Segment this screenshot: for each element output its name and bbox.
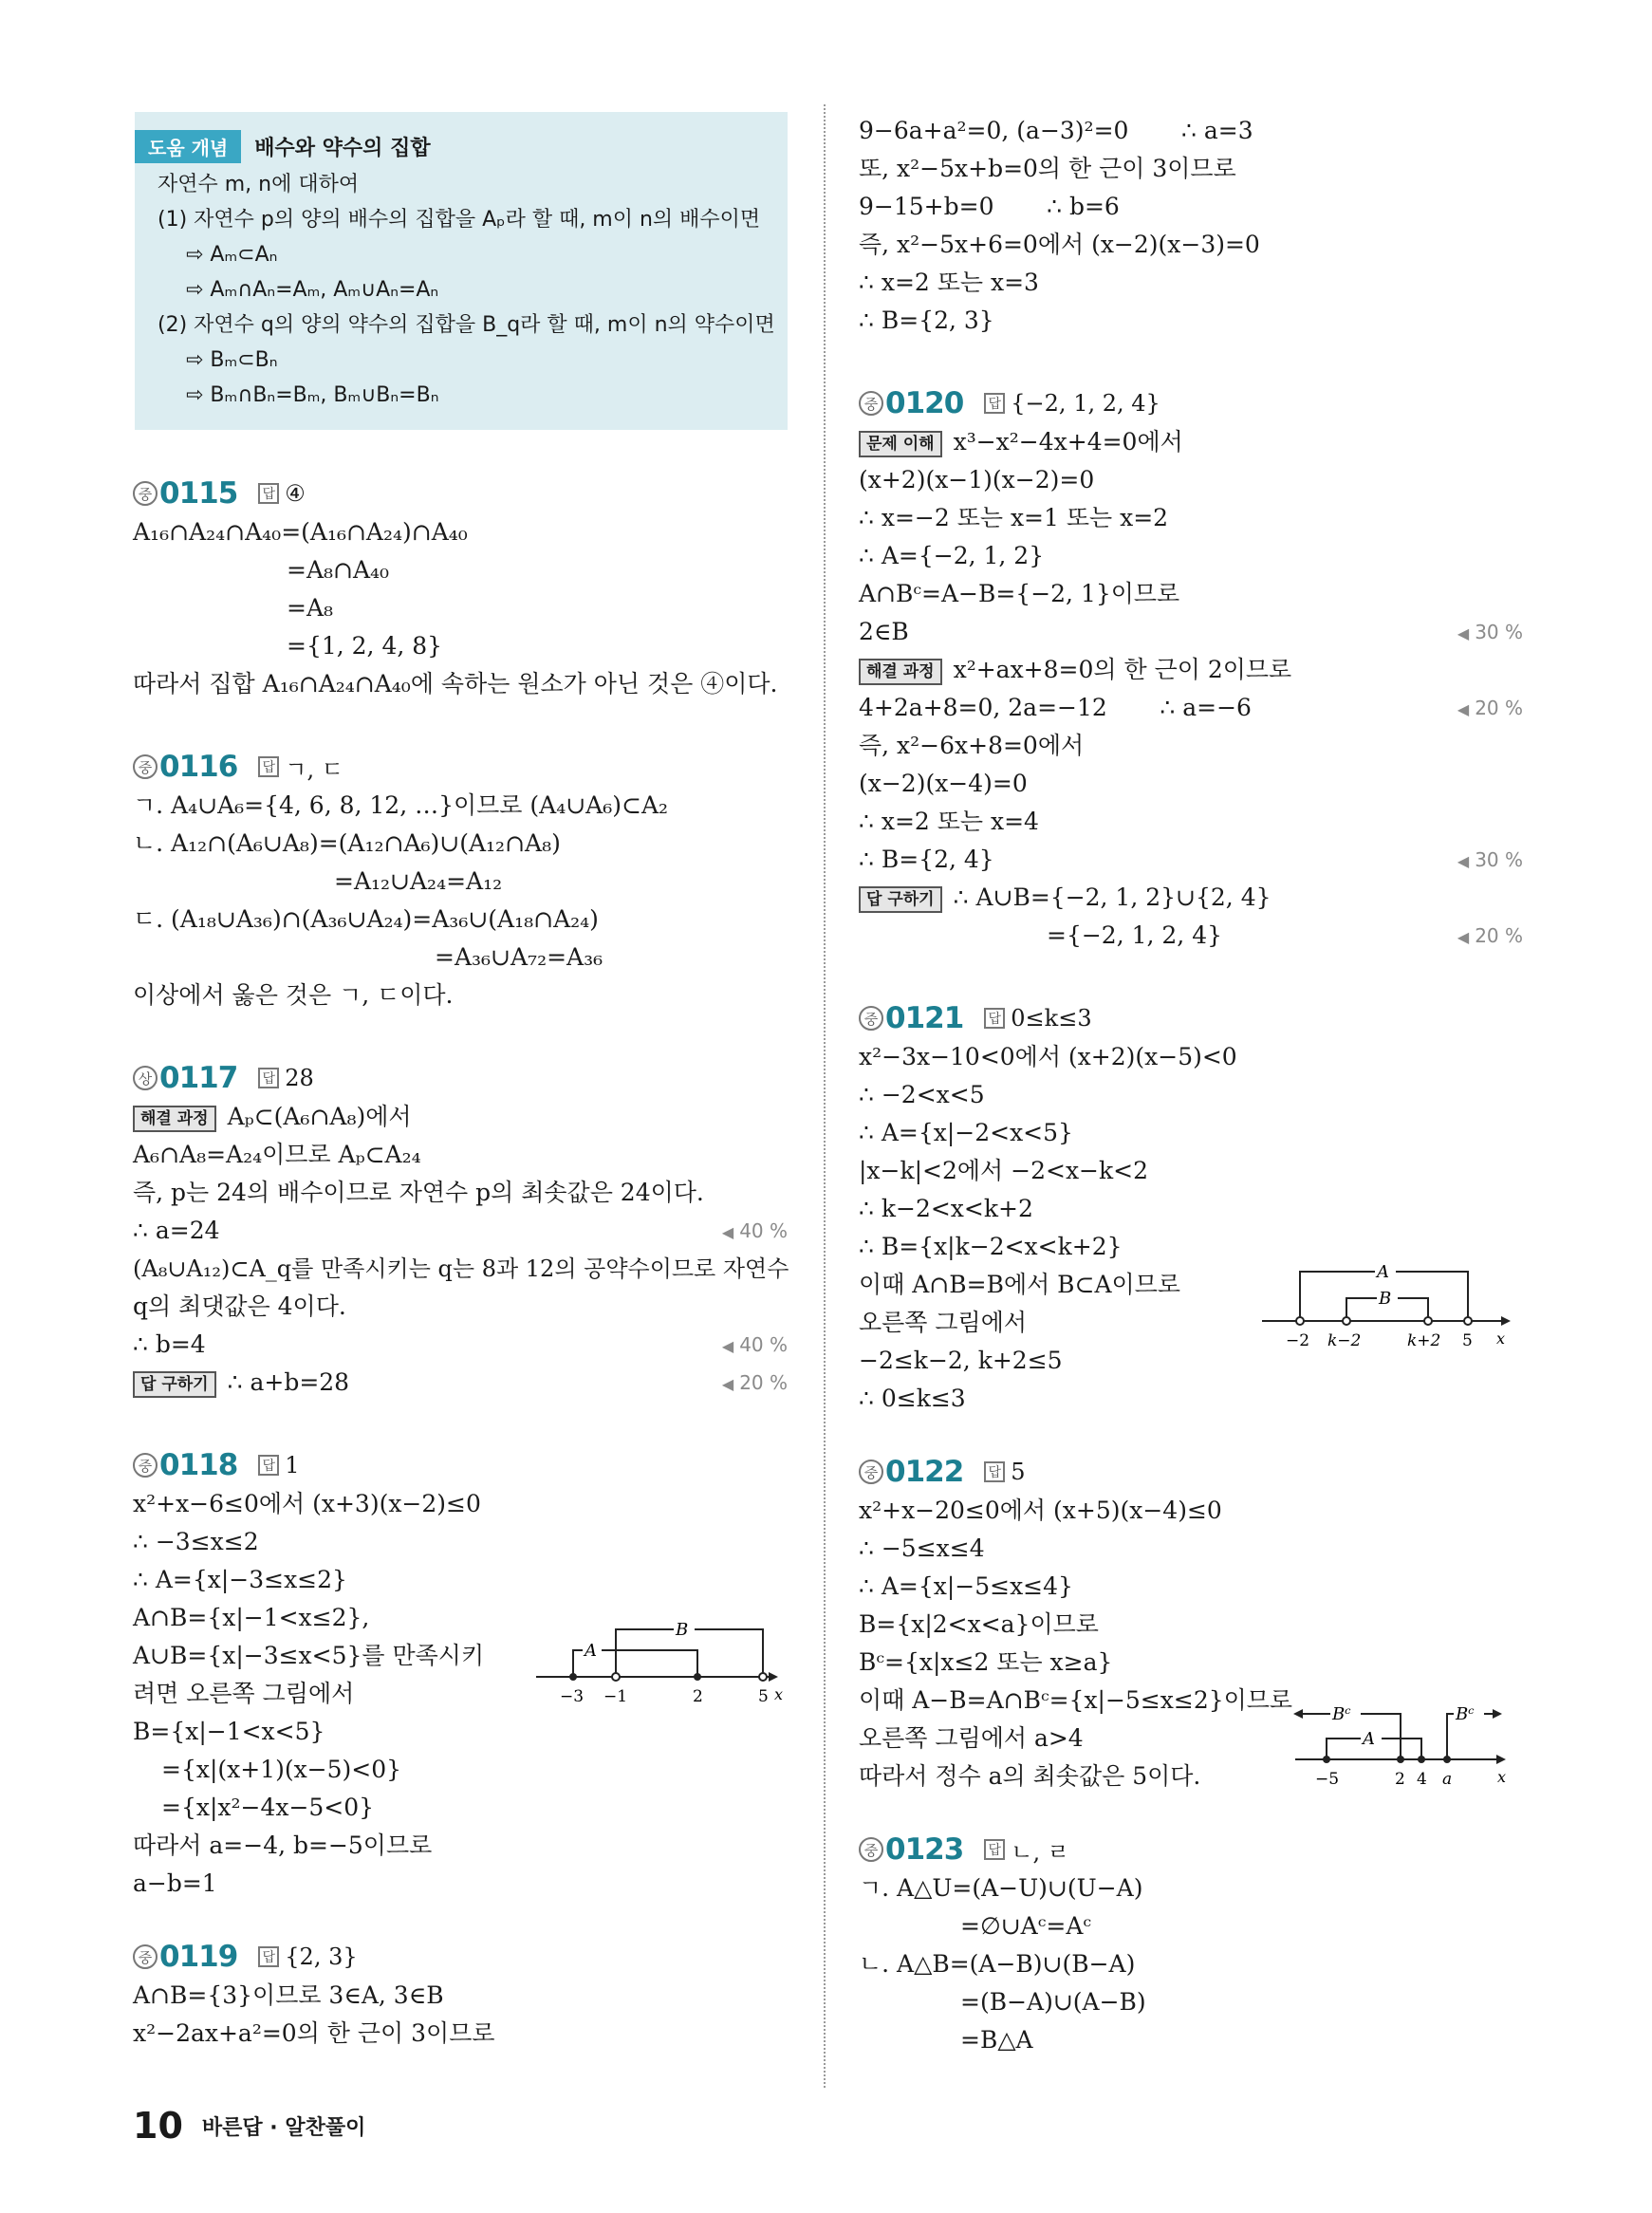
answer-label: 답: [258, 483, 279, 504]
solution-line: ={−2, 1, 2, 4} ◀ 20 %: [859, 917, 1523, 955]
solution-line: 오른쪽 그림에서 a>4: [859, 1724, 1084, 1752]
solution-line: ㄱ. A₄∪A₆={4, 6, 8, 12, …}이므로 (A₄∪A₆)⊂A₂: [133, 791, 669, 819]
solution-line: 따라서 집합 A₁₆∩A₂₄∩A₄₀에 속하는 원소가 아닌 것은 ④이다.: [133, 670, 778, 697]
solution-line: 해결 과정 Aₚ⊂(A₆∩A₈)에서: [133, 1098, 788, 1136]
solution-line: a−b=1: [133, 1869, 217, 1897]
solution-line: ∴ a=24 ◀ 40 %: [133, 1212, 788, 1250]
problem-header-0119: [133, 1937, 788, 1977]
left-column: [133, 112, 788, 2053]
score-percent: ◀ 20 %: [721, 1371, 788, 1394]
concept-box: [135, 112, 788, 430]
level-badge: 중: [133, 754, 158, 779]
score-percent: ◀ 40 %: [721, 1219, 788, 1242]
problem-number: 0115: [159, 476, 238, 511]
solution-line: ∴ B={2, 3}: [859, 307, 994, 334]
solution-line: =A₁₂∪A₂₄=A₁₂: [334, 867, 503, 895]
solution-line: 이때 A∩B=B에서 B⊂A이므로: [859, 1271, 1181, 1298]
answer-label: 답: [258, 1946, 279, 1967]
tick-label: k−2: [1327, 1331, 1362, 1350]
solution-line: =B△A: [960, 2026, 1033, 2054]
concept-line: (2) 자연수 q의 양의 약수의 집합을 B_q라 할 때, m이 n의 약수이면: [158, 313, 775, 337]
tick-label: 2: [693, 1687, 703, 1706]
solution-line: 려면 오른쪽 그림에서: [133, 1680, 355, 1707]
problem-header-0120: [859, 383, 1523, 423]
axis-label: x: [774, 1685, 784, 1703]
solution-line: ∴ b=4 ◀ 40 %: [133, 1326, 788, 1364]
solution-line: (A₈∪A₁₂)⊂A_q를 만족시키는 q는 8과 12의 공약수이므로 자연수: [133, 1255, 789, 1282]
solution-line: 따라서 a=−4, b=−5이므로: [133, 1832, 433, 1859]
concept-line: 자연수 m, n에 대하여: [158, 173, 360, 196]
solution-line: (x−2)(x−4)=0: [859, 770, 1028, 797]
answer-label: 답: [258, 756, 279, 777]
problem-header-0115: [133, 474, 788, 513]
solution-line: −2≤k−2, k+2≤5: [859, 1347, 1063, 1374]
number-line-figure-0122: [1290, 1701, 1523, 1795]
solution-line: 2∈B ◀ 30 %: [859, 613, 1523, 651]
book-title: 바른답 · 알찬풀이: [201, 2115, 366, 2140]
tick-label: −2: [1286, 1331, 1310, 1350]
solution-line: ㄱ. A△U=(A−U)∪(U−A): [859, 1874, 1143, 1902]
solution-line: 따라서 정수 a의 최솟값은 5이다.: [859, 1762, 1201, 1790]
tick-label: k+2: [1407, 1331, 1441, 1350]
solution-line: q의 최댓값은 4이다.: [133, 1292, 346, 1320]
solution-line: 즉, x²−5x+6=0에서 (x−2)(x−3)=0: [859, 231, 1260, 258]
solution-line: ∴ −5≤x≤4: [859, 1534, 985, 1562]
problem-header-0118: [133, 1445, 788, 1485]
score-percent: ◀ 30 %: [1457, 621, 1523, 643]
score-percent: ◀ 20 %: [1457, 697, 1523, 719]
solution-line: ∴ −2<x<5: [859, 1081, 985, 1108]
solution-line: x²+x−20≤0에서 (x+5)(x−4)≤0: [859, 1497, 1222, 1524]
solution-line: ㄷ. (A₁₈∪A₃₆)∩(A₃₆∪A₂₄)=A₃₆∪(A₁₈∩A₂₄): [133, 905, 599, 933]
solution-line: ∴ B={2, 4} ◀ 30 %: [859, 841, 1523, 879]
answer-label: 답: [984, 1461, 1005, 1482]
concept-line: ⇨ Bₘ⊂Bₙ: [186, 348, 278, 372]
page-footer: [133, 2105, 365, 2147]
solution-line: A∩B={3}이므로 3∈A, 3∈B: [133, 1981, 444, 2009]
solution-line: 4+2a+8=0, 2a=−12 ∴ a=−6 ◀ 20 %: [859, 689, 1523, 727]
level-badge: 중: [133, 1944, 158, 1969]
answer-value: 0≤k≤3: [1011, 1005, 1092, 1032]
solution-line: ∴ B={x|k−2<x<k+2}: [859, 1233, 1123, 1260]
concept-line: ⇨ Aₘ∩Aₙ=Aₘ, Aₘ∪Aₙ=Aₙ: [186, 278, 439, 302]
solution-line: B={x|−1<x<5}: [133, 1718, 325, 1745]
set-label-b: B: [676, 1620, 689, 1640]
right-column: [859, 112, 1523, 2059]
solution-line: =(B−A)∪(A−B): [960, 1988, 1146, 2016]
solution-line: B={x|2<x<a}이므로: [859, 1610, 1099, 1638]
problem-header-0122: [859, 1452, 1523, 1492]
step-tag: 해결 과정: [859, 659, 942, 685]
answer-value: 1: [285, 1452, 300, 1478]
answer-value: ㄴ, ㄹ: [1011, 1838, 1069, 1866]
solution-line: =A₃₆∪A₇₂=A₃₆: [435, 943, 603, 971]
solution-line: 즉, p는 24의 배수이므로 자연수 p의 최솟값은 24이다.: [133, 1179, 704, 1206]
solution-line: 이상에서 옳은 것은 ㄱ, ㄷ이다.: [133, 981, 454, 1009]
number-line-figure-0121: [1257, 1262, 1518, 1357]
problem-number: 0121: [885, 1001, 964, 1035]
page-number: 10: [133, 2105, 183, 2147]
set-label-b: B: [1379, 1289, 1392, 1309]
score-percent: ◀ 40 %: [721, 1333, 788, 1356]
solution-line: ∴ −3≤x≤2: [133, 1528, 259, 1555]
solution-line: ∴ x=2 또는 x=3: [859, 269, 1039, 296]
solution-line: 답 구하기 ∴ A∪B={−2, 1, 2}∪{2, 4}: [859, 879, 1523, 917]
problem-number: 0119: [159, 1940, 238, 1974]
step-tag: 문제 이해: [859, 431, 942, 457]
solution-line: ∴ A={x|−5≤x≤4}: [859, 1572, 1073, 1600]
concept-line: ⇨ Bₘ∩Bₙ=Bₘ, Bₘ∪Bₙ=Bₙ: [186, 383, 439, 407]
solution-line: A∩Bᶜ=A−B={−2, 1}이므로: [859, 580, 1180, 607]
set-label-a: A: [585, 1641, 597, 1661]
answer-label: 답: [984, 1839, 1005, 1860]
problem-header-0123: [859, 1830, 1523, 1869]
problem-number: 0117: [159, 1061, 238, 1095]
concept-title: 배수와 약수의 집합: [254, 136, 431, 160]
solution-line: ∴ x=2 또는 x=4: [859, 808, 1039, 835]
problem-number: 0123: [885, 1832, 964, 1867]
solution-line: =A₈∩A₄₀: [287, 556, 390, 584]
answer-label: 답: [258, 1068, 279, 1088]
tick-label: 5: [1462, 1331, 1473, 1350]
tick-label: −5: [1315, 1770, 1340, 1789]
column-divider: [824, 104, 826, 2088]
answer-label: 답: [984, 1008, 1005, 1029]
step-tag: 해결 과정: [133, 1106, 216, 1132]
answer-value: ④: [285, 480, 306, 507]
solution-line: 또, x²−5x+b=0의 한 근이 3이므로: [859, 155, 1236, 182]
set-label-bc: Bᶜ: [1332, 1704, 1351, 1724]
set-label-a: A: [1363, 1729, 1375, 1749]
solution-line: ∴ A={x|−2<x<5}: [859, 1119, 1073, 1146]
solution-line: =∅∪Aᶜ=Aᶜ: [960, 1912, 1092, 1940]
solution-line: ={x|(x+1)(x−5)<0}: [161, 1756, 402, 1783]
solution-line: A∪B={x|−3≤x<5}를 만족시키: [133, 1642, 485, 1669]
solution-line: 즉, x²−6x+8=0에서: [859, 732, 1085, 759]
level-badge: 중: [859, 1460, 883, 1484]
solution-line: =A₈: [287, 594, 334, 622]
solution-line: ∴ k−2<x<k+2: [859, 1195, 1033, 1222]
problem-header-0116: [133, 747, 788, 787]
score-percent: ◀ 30 %: [1457, 848, 1523, 871]
solution-line: 해결 과정 x²+ax+8=0의 한 근이 2이므로: [859, 651, 1523, 689]
answer-value: 28: [285, 1065, 314, 1091]
solution-line: A∩B={x|−1<x≤2},: [133, 1604, 370, 1631]
solution-line: 문제 이해 x³−x²−4x+4=0에서: [859, 423, 1523, 461]
axis-label: x: [1496, 1330, 1506, 1348]
step-tag: 답 구하기: [859, 886, 942, 913]
solution-line: 이때 A−B=A∩Bᶜ={x|−5≤x≤2}이므로: [859, 1686, 1293, 1714]
solution-line: |x−k|<2에서 −2<x−k<2: [859, 1157, 1148, 1184]
solution-line: x²−2ax+a²=0의 한 근이 3이므로: [133, 2019, 495, 2047]
solution-line: (x+2)(x−1)(x−2)=0: [859, 466, 1095, 493]
set-label-bc: Bᶜ: [1456, 1704, 1475, 1724]
problem-number: 0122: [885, 1455, 964, 1489]
level-badge: 중: [859, 391, 883, 416]
answer-label: 답: [984, 393, 1005, 414]
tick-label: −3: [560, 1687, 585, 1706]
solution-line: ∴ A={x|−3≤x≤2}: [133, 1566, 347, 1593]
axis-label: x: [1497, 1768, 1507, 1786]
answer-value: 5: [1011, 1459, 1026, 1485]
solution-line: ∴ 0≤k≤3: [859, 1385, 966, 1412]
tick-label: 4: [1417, 1770, 1427, 1789]
number-line-figure-0118: [531, 1618, 788, 1713]
solution-line: 9−6a+a²=0, (a−3)²=0 ∴ a=3: [859, 117, 1253, 144]
concept-line: (1) 자연수 p의 양의 배수의 집합을 Aₚ라 할 때, m이 n의 배수이면: [158, 208, 761, 232]
problem-header-0121: [859, 998, 1523, 1038]
solution-line: ={x|x²−4x−5<0}: [161, 1794, 375, 1821]
solution-line: A₁₆∩A₂₄∩A₄₀=(A₁₆∩A₂₄)∩A₄₀: [133, 518, 468, 546]
tick-label: 5: [758, 1687, 769, 1706]
solution-line: ={1, 2, 4, 8}: [287, 632, 443, 660]
solution-line: 9−15+b=0 ∴ b=6: [859, 193, 1120, 220]
answer-value: ㄱ, ㄷ: [285, 755, 343, 783]
solution-line: x²−3x−10<0에서 (x+2)(x−5)<0: [859, 1043, 1237, 1070]
solution-line: A₆∩A₈=A₂₄이므로 Aₚ⊂A₂₄: [133, 1141, 421, 1168]
concept-badge: 도움 개념: [135, 130, 241, 163]
tick-label: 2: [1395, 1770, 1405, 1789]
solution-line: ㄴ. A₁₂∩(A₆∪A₈)=(A₁₂∩A₆)∪(A₁₂∩A₈): [133, 829, 561, 857]
solution-line: 답 구하기 ∴ a+b=28 ◀ 20 %: [133, 1364, 788, 1402]
answer-value: {−2, 1, 2, 4}: [1011, 390, 1160, 417]
concept-line: ⇨ Aₘ⊂Aₙ: [186, 243, 278, 267]
problem-number: 0116: [159, 750, 238, 784]
problem-number: 0118: [159, 1448, 238, 1482]
level-badge: 중: [859, 1837, 883, 1862]
solution-line: ㄴ. A△B=(A−B)∪(B−A): [859, 1950, 1136, 1978]
answer-label: 답: [258, 1455, 279, 1476]
solution-line: ∴ A={−2, 1, 2}: [859, 542, 1045, 569]
solution-line: 오른쪽 그림에서: [859, 1309, 1027, 1336]
tick-label: a: [1442, 1770, 1453, 1789]
level-badge: 중: [859, 1006, 883, 1031]
answer-value: {2, 3}: [285, 1943, 358, 1970]
step-tag: 답 구하기: [133, 1371, 216, 1398]
tick-label: −1: [603, 1687, 628, 1706]
level-badge: 상: [133, 1066, 158, 1090]
score-percent: ◀ 20 %: [1457, 924, 1523, 947]
solution-line: ∴ x=−2 또는 x=1 또는 x=2: [859, 504, 1169, 531]
solution-line: Bᶜ={x|x≤2 또는 x≥a}: [859, 1648, 1113, 1676]
problem-header-0117: [133, 1058, 788, 1098]
set-label-a: A: [1377, 1262, 1389, 1282]
level-badge: 중: [133, 1453, 158, 1478]
level-badge: 중: [133, 481, 158, 506]
solution-line: x²+x−6≤0에서 (x+3)(x−2)≤0: [133, 1490, 481, 1517]
problem-number: 0120: [885, 386, 964, 420]
